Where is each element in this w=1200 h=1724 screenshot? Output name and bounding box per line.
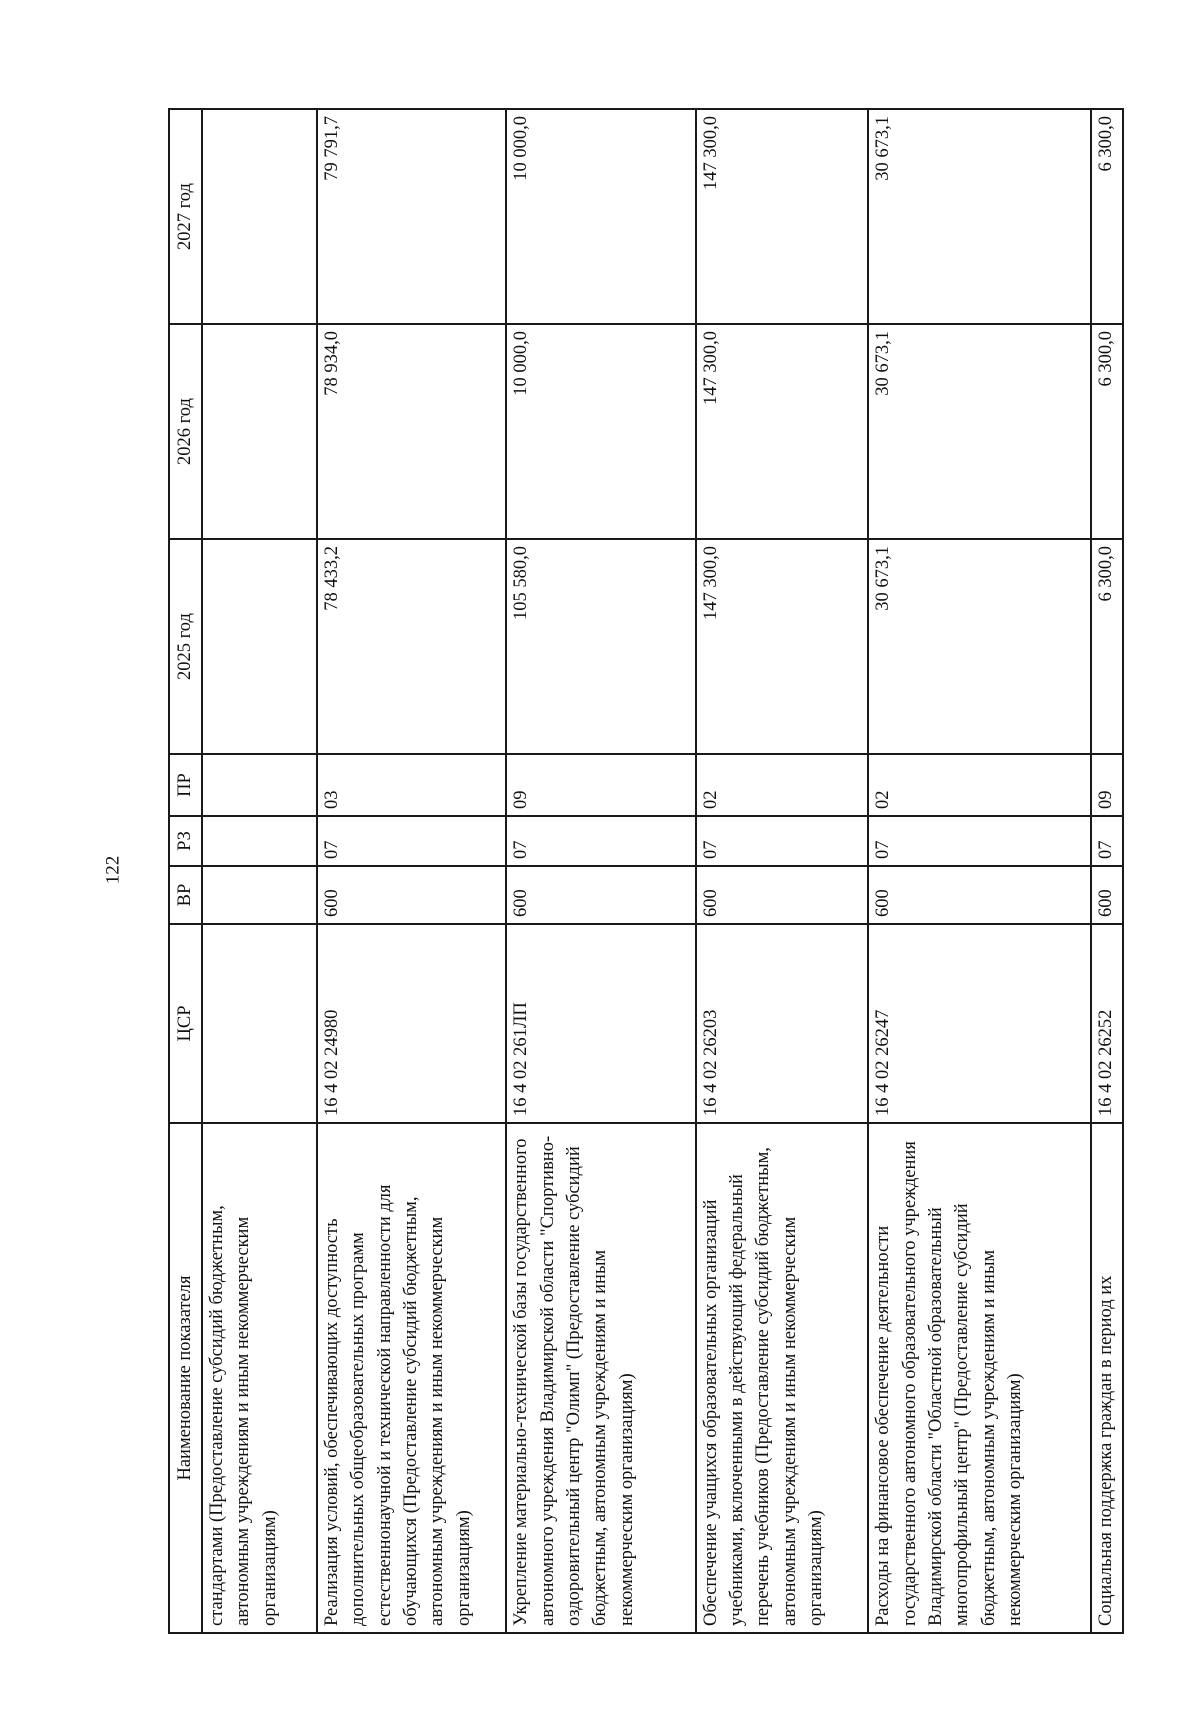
row-name: Расходы на финансовое обеспечение деятельности государственного автономного образовательного учреждения Владимирской области "Областной образовательный многопрофильный центр" (Предоставление субсидий бюджетным, автономным учреждениям и иным некоммерческим организациям) bbox=[868, 1123, 1091, 1633]
row-name: стандартами (Предоставление субсидий бюджетным, автономным учреждениям и иным некоммерческим организациям) bbox=[202, 1123, 317, 1633]
row-2027: 30 673,1 bbox=[868, 109, 1091, 324]
row-2025: 78 433,2 bbox=[317, 539, 506, 754]
row-vr: 600 bbox=[696, 866, 869, 924]
header-rz: РЗ bbox=[169, 816, 202, 866]
row-pr: 03 bbox=[317, 754, 506, 816]
row-pr: 09 bbox=[506, 754, 695, 816]
row-2026 bbox=[202, 324, 317, 539]
table-row bbox=[1091, 109, 1123, 1633]
table-row bbox=[868, 109, 1091, 1633]
row-2026: 78 934,0 bbox=[317, 324, 506, 539]
row-rz: 07 bbox=[1091, 816, 1123, 866]
row-2027: 10 000,0 bbox=[506, 109, 695, 324]
row-csr bbox=[202, 924, 317, 1123]
row-2026: 10 000,0 bbox=[506, 324, 695, 539]
row-2025: 30 673,1 bbox=[868, 539, 1091, 754]
row-2027 bbox=[202, 109, 317, 324]
page-number: 122 bbox=[102, 855, 124, 885]
header-vr: ВР bbox=[169, 866, 202, 924]
row-pr: 02 bbox=[868, 754, 1091, 816]
rotated-table-container bbox=[168, 108, 1200, 1626]
header-2026: 2026 год bbox=[169, 324, 202, 539]
row-csr: 16 4 02 26203 bbox=[696, 924, 869, 1123]
row-2027: 147 300,0 bbox=[696, 109, 869, 324]
header-csr: ЦСР bbox=[169, 924, 202, 1123]
table-row bbox=[696, 109, 869, 1633]
table-row bbox=[506, 109, 695, 1633]
row-csr: 16 4 02 261ЛП bbox=[506, 924, 695, 1123]
row-vr: 600 bbox=[317, 866, 506, 924]
row-2027: 6 300,0 bbox=[1091, 109, 1123, 324]
row-pr: 02 bbox=[696, 754, 869, 816]
row-vr: 600 bbox=[1091, 866, 1123, 924]
row-name: Реализация условий, обеспечивающих доступность дополнительных общеобразовательных программ естественнонаучной и технической направленности для обучающихся (Предоставление субсидий бюджетным, автономным учреждениям и иным некоммерческим организациям) bbox=[317, 1123, 506, 1633]
table-row bbox=[202, 109, 317, 1633]
row-rz: 07 bbox=[696, 816, 869, 866]
row-rz: 07 bbox=[317, 816, 506, 866]
row-name: Укрепление материально-технической базы государственного автономного учреждения Владимирской области "Спортивно-оздоровительный центр "Олимп" (Предоставление субсидий бюджетным, автономным учреждениям и иным некоммерческим организациям) bbox=[506, 1123, 695, 1633]
header-pr: ПР bbox=[169, 754, 202, 816]
row-csr: 16 4 02 26252 bbox=[1091, 924, 1123, 1123]
header-2027: 2027 год bbox=[169, 109, 202, 324]
row-2025: 147 300,0 bbox=[696, 539, 869, 754]
row-2026: 6 300,0 bbox=[1091, 324, 1123, 539]
row-vr bbox=[202, 866, 317, 924]
row-pr: 09 bbox=[1091, 754, 1123, 816]
row-rz bbox=[202, 816, 317, 866]
row-rz: 07 bbox=[506, 816, 695, 866]
row-name: Обеспечение учащихся образовательных организаций учебниками, включенными в действующий федеральный перечень учебников (Предоставление субсидий бюджетным, автономным учреждениям и иным некоммерческим организациям) bbox=[696, 1123, 869, 1633]
row-2025: 105 580,0 bbox=[506, 539, 695, 754]
row-2026: 147 300,0 bbox=[696, 324, 869, 539]
table-row bbox=[317, 109, 506, 1633]
budget-table bbox=[168, 108, 1124, 1634]
row-csr: 16 4 02 26247 bbox=[868, 924, 1091, 1123]
header-2025: 2025 год bbox=[169, 539, 202, 754]
row-vr: 600 bbox=[506, 866, 695, 924]
rotated-table-frame bbox=[168, 108, 1124, 1634]
row-pr bbox=[202, 754, 317, 816]
row-name: Социальная поддержка граждан в период их bbox=[1091, 1123, 1123, 1633]
row-vr: 600 bbox=[868, 866, 1091, 924]
row-2025: 6 300,0 bbox=[1091, 539, 1123, 754]
row-rz: 07 bbox=[868, 816, 1091, 866]
header-name: Наименование показателя bbox=[169, 1123, 202, 1633]
row-2026: 30 673,1 bbox=[868, 324, 1091, 539]
row-2025 bbox=[202, 539, 317, 754]
row-2027: 79 791,7 bbox=[317, 109, 506, 324]
table-header-row bbox=[169, 109, 202, 1633]
row-csr: 16 4 02 24980 bbox=[317, 924, 506, 1123]
